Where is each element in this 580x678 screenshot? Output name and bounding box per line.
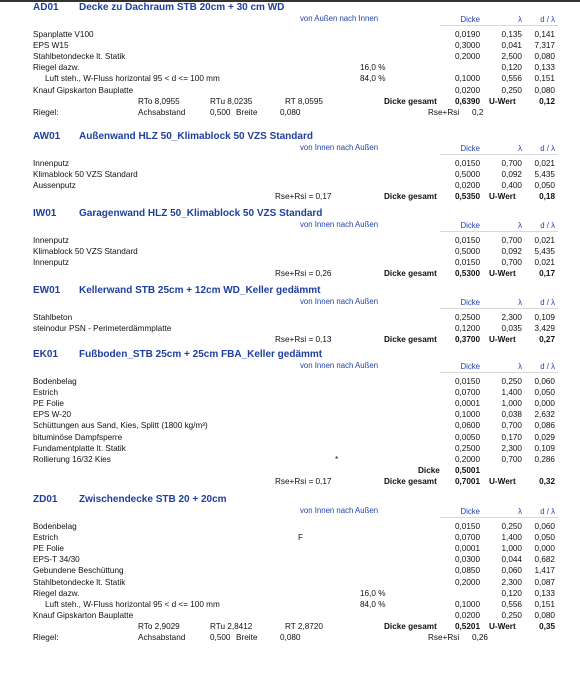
layer-dicke: 0,0150 (454, 159, 480, 168)
breite-value: 0,080 (280, 107, 301, 117)
layer-dicke: 0,5000 (454, 170, 480, 180)
rse-rsi-value: 0,26 (472, 633, 488, 642)
rse-rsi-label: Rse+Rsi (428, 633, 460, 642)
section-code: IW01 (33, 208, 57, 219)
section-code: AW01 (33, 131, 61, 142)
layer-dicke: 0,0150 (454, 258, 480, 268)
layer-dicke: 0,3000 (454, 41, 480, 51)
layer-dicke: 0,0700 (454, 388, 480, 398)
col-header-lambda: λ (518, 144, 522, 153)
u-wert-label: U-Wert (489, 96, 516, 106)
layer-name: Luft steh., W-Fluss horizontal 95 < d <= 100 mm (45, 599, 220, 609)
layer-lambda: 0,135 (501, 30, 522, 39)
layer-name: steinodur PSN - Perimeterdämmplatte (33, 324, 172, 334)
layer-d-lambda: 0,060 (534, 522, 555, 531)
u-wert-value: 0,18 (539, 192, 555, 202)
layer-name: EPS W15 (33, 41, 69, 51)
header-rule (440, 231, 558, 232)
col-header-dicke: Dicke (460, 362, 480, 371)
layer-d-lambda: 0,029 (534, 432, 555, 442)
layer-d-lambda: 0,000 (534, 544, 555, 554)
layer-dicke: 0,5000 (454, 247, 480, 257)
layer-name: Fundamentplatte lt. Statik (33, 443, 126, 453)
rse-rsi: Rse+Rsi = 0,26 (275, 269, 332, 279)
layer-name: Innenputz (33, 159, 69, 168)
layer-name: Klimablock 50 VZS Standard (33, 170, 138, 180)
direction-label: von Innen nach Außen (300, 297, 379, 306)
layer-lambda: 1,400 (501, 388, 522, 398)
dicke-gesamt-label: Dicke gesamt (384, 335, 437, 345)
layer-d-lambda: 0,080 (534, 52, 555, 62)
layer-dicke: 0,0200 (454, 181, 480, 191)
u-wert-label: U-Wert (489, 476, 516, 486)
dicke-gesamt-label: Dicke gesamt (384, 621, 437, 631)
layer-name: PE Folie (33, 399, 64, 409)
layer-name: PE Folie (33, 544, 64, 554)
layer-percent: 16,0 % (360, 63, 386, 73)
layer-mark: F (298, 533, 304, 543)
u-wert-label: U-Wert (489, 269, 516, 279)
layer-d-lambda: 0,086 (534, 421, 555, 431)
layer-mark: * (335, 454, 339, 464)
layer-name: Rollierung 16/32 Kies (33, 454, 111, 464)
header-rule (440, 25, 558, 26)
section-header (33, 285, 320, 296)
layer-d-lambda: 0,050 (534, 533, 555, 543)
layer-d-lambda: 0,021 (534, 236, 555, 245)
rse-rsi-label: Rse+Rsi (428, 107, 460, 117)
section-title: Zwischendecke STB 20 + 20cm (79, 494, 227, 505)
section-title: Außenwand HLZ 50_Klimablock 50 VZS Standard (79, 131, 313, 142)
layer-dicke: 0,2500 (454, 443, 480, 453)
layer-name: bituminöse Dampfsperre (33, 432, 123, 442)
layer-d-lambda: 0,109 (534, 443, 555, 453)
layer-dicke: 0,0150 (454, 522, 480, 531)
section-title: Fußboden_STB 25cm + 25cm FBA_Keller gedämmt (79, 349, 323, 360)
layer-lambda: 0,400 (501, 181, 522, 191)
col-header-dicke: Dicke (460, 15, 480, 24)
layer-dicke: 0,2000 (454, 454, 480, 464)
layer-name: Stahlbeton (33, 313, 73, 322)
direction-label: von Innen nach Außen (300, 220, 379, 229)
layer-name: Estrich (33, 533, 59, 543)
layer-d-lambda: 2,632 (534, 410, 555, 420)
col-header-lambda: λ (518, 362, 522, 371)
layer-d-lambda: 0,050 (534, 388, 555, 398)
layer-lambda: 2,300 (501, 577, 522, 587)
rse-rsi: Rse+Rsi = 0,17 (275, 192, 332, 202)
achsabstand-value: 0,500 (210, 107, 231, 117)
layer-d-lambda: 0,133 (534, 63, 555, 73)
layer-lambda: 0,092 (501, 170, 522, 180)
layer-d-lambda: 5,435 (534, 170, 555, 180)
layer-d-lambda: 0,021 (534, 159, 555, 168)
rt-o: RTo 8,0955 (138, 96, 180, 106)
layer-lambda: 0,044 (501, 555, 522, 565)
u-wert-value: 0,32 (539, 476, 555, 486)
layer-d-lambda: 0,080 (534, 85, 555, 95)
achsabstand-label: Achsabstand (138, 107, 186, 117)
breite-label: Breite (236, 633, 258, 642)
u-wert-value: 0,35 (539, 621, 555, 631)
rt-total: RT 8,0595 (285, 96, 323, 106)
layer-name: Aussenputz (33, 181, 76, 191)
header-rule (440, 308, 558, 309)
layer-name: Bodenbelag (33, 522, 77, 531)
layer-d-lambda: 7,317 (534, 41, 555, 51)
layer-dicke: 0,1000 (454, 74, 480, 84)
section-title: Decke zu Dachraum STB 20cm + 30 cm WD (79, 2, 285, 13)
layer-lambda: 0,038 (501, 410, 522, 420)
layer-name: Luft steh., W-Fluss horizontal 95 < d <= 100 mm (45, 74, 220, 84)
dicke-gesamt-label: Dicke gesamt (384, 96, 437, 106)
layer-d-lambda: 0,151 (534, 74, 555, 84)
layer-lambda: 0,250 (501, 85, 522, 95)
layer-dicke: 0,2000 (454, 52, 480, 62)
breite-value: 0,080 (280, 633, 301, 642)
layer-dicke: 0,0150 (454, 236, 480, 245)
section-code: AD01 (33, 2, 59, 13)
layer-d-lambda: 0,109 (534, 313, 555, 322)
col-header-d-lambda: d / λ (540, 298, 555, 307)
layer-lambda: 0,556 (501, 599, 522, 609)
layer-dicke: 0,0200 (454, 85, 480, 95)
rt-u: RTu 8,0235 (210, 96, 253, 106)
layer-percent: 84,0 % (360, 599, 386, 609)
layer-name: Knauf Gipskarton Bauplatte (33, 85, 134, 95)
dicke-gesamt-value: 0,6390 (454, 96, 480, 106)
layer-lambda: 2,500 (501, 52, 522, 62)
layer-name: Klimablock 50 VZS Standard (33, 247, 138, 257)
dicke-gesamt-value: 0,5300 (454, 269, 480, 279)
layer-lambda: 0,700 (501, 421, 522, 431)
layer-d-lambda: 0,000 (534, 399, 555, 409)
section-code: EK01 (33, 349, 59, 360)
layer-d-lambda: 0,021 (534, 258, 555, 268)
layer-lambda: 0,120 (501, 63, 522, 73)
layer-dicke: 0,0050 (454, 432, 480, 442)
u-wert-value: 0,12 (539, 96, 555, 106)
col-header-d-lambda: d / λ (540, 507, 555, 516)
layer-percent: 16,0 % (360, 588, 386, 598)
layer-dicke: 0,0001 (454, 399, 480, 409)
layer-dicke: 0,0850 (454, 566, 480, 576)
dicke-gesamt-label: Dicke gesamt (384, 192, 437, 202)
rt-u: RTu 2,8412 (210, 621, 253, 631)
col-header-lambda: λ (518, 298, 522, 307)
riegel-label: Riegel: (33, 633, 59, 642)
layer-dicke: 0,0001 (454, 544, 480, 554)
layer-d-lambda: 5,435 (534, 247, 555, 257)
section-header (33, 349, 322, 360)
dicke-gesamt-label: Dicke gesamt (384, 269, 437, 279)
u-wert-value: 0,17 (539, 269, 555, 279)
layer-d-lambda: 0,682 (534, 555, 555, 565)
layer-d-lambda: 3,429 (534, 324, 555, 334)
layer-dicke: 0,0600 (454, 421, 480, 431)
dicke-gesamt-value: 0,5201 (454, 621, 480, 631)
breite-label: Breite (236, 107, 258, 117)
layer-name: Innenputz (33, 236, 69, 245)
layer-percent: 84,0 % (360, 74, 386, 84)
layer-d-lambda: 0,087 (534, 577, 555, 587)
layer-name: EPS-T 34/30 (33, 555, 80, 565)
layer-lambda: 0,092 (501, 247, 522, 257)
section-title: Garagenwand HLZ 50_Klimablock 50 VZS Standard (79, 208, 323, 219)
col-header-d-lambda: d / λ (540, 221, 555, 230)
achsabstand-label: Achsabstand (138, 633, 186, 642)
layer-d-lambda: 0,286 (534, 454, 555, 464)
layer-lambda: 0,170 (501, 432, 522, 442)
col-header-lambda: λ (518, 507, 522, 516)
layer-lambda: 0,700 (501, 236, 522, 245)
riegel-label: Riegel: (33, 107, 59, 117)
rt-o: RTo 2,9029 (138, 621, 180, 631)
layer-dicke: 0,1200 (454, 324, 480, 334)
section-title: Kellerwand STB 25cm + 12cm WD_Keller gedämmt (79, 285, 321, 296)
rse-rsi: Rse+Rsi = 0,17 (275, 476, 332, 486)
layer-lambda: 0,120 (501, 588, 522, 598)
layer-d-lambda: 0,133 (534, 588, 555, 598)
section-header (33, 494, 227, 505)
dicke-subtotal-label: Dicke (418, 465, 440, 475)
dicke-gesamt-value: 0,5350 (454, 192, 480, 202)
u-wert-label: U-Wert (489, 621, 516, 631)
layer-dicke: 0,0200 (454, 610, 480, 620)
dicke-gesamt-label: Dicke gesamt (384, 476, 437, 486)
layer-lambda: 0,250 (501, 610, 522, 620)
layer-lambda: 0,035 (501, 324, 522, 334)
layer-lambda: 1,000 (501, 399, 522, 409)
dicke-subtotal-value: 0,5001 (454, 465, 480, 475)
layer-lambda: 0,060 (501, 566, 522, 576)
direction-label: von Innen nach Außen (300, 361, 379, 370)
direction-label: von Innen nach Außen (300, 506, 379, 515)
layer-dicke: 0,2000 (454, 577, 480, 587)
dicke-gesamt-value: 0,3700 (454, 335, 480, 345)
layer-lambda: 2,300 (501, 443, 522, 453)
layer-name: Knauf Gipskarton Bauplatte (33, 610, 134, 620)
layer-name: Gebundene Beschüttung (33, 566, 124, 576)
layer-name: Riegel dazw. (33, 63, 80, 73)
layer-name: Riegel dazw. (33, 588, 80, 598)
direction-label: von Innen nach Außen (300, 143, 379, 152)
col-header-dicke: Dicke (460, 221, 480, 230)
layer-lambda: 0,700 (501, 258, 522, 268)
layer-name: Estrich (33, 388, 59, 398)
layer-d-lambda: 0,151 (534, 599, 555, 609)
layer-lambda: 1,000 (501, 544, 522, 554)
layer-name: Stahlbetondecke lt. Statik (33, 577, 126, 587)
header-rule (440, 372, 558, 373)
layer-d-lambda: 1,417 (534, 566, 555, 576)
layer-lambda: 0,041 (501, 41, 522, 51)
layer-lambda: 0,700 (501, 159, 522, 168)
header-rule (440, 154, 558, 155)
rse-rsi: Rse+Rsi = 0,13 (275, 335, 332, 345)
header-rule (440, 517, 558, 518)
col-header-d-lambda: d / λ (540, 362, 555, 371)
layer-name: EPS W-20 (33, 410, 72, 420)
layer-lambda: 1,400 (501, 533, 522, 543)
col-header-dicke: Dicke (460, 298, 480, 307)
layer-dicke: 0,0700 (454, 533, 480, 543)
u-wert-label: U-Wert (489, 192, 516, 202)
dicke-gesamt-value: 0,7001 (454, 476, 480, 486)
achsabstand-value: 0,500 (210, 633, 231, 642)
layer-name: Innenputz (33, 258, 69, 268)
layer-lambda: 0,250 (501, 377, 522, 386)
section-code: EW01 (33, 285, 61, 296)
layer-lambda: 2,300 (501, 313, 522, 322)
rt-total: RT 2,8720 (285, 621, 323, 631)
col-header-dicke: Dicke (460, 144, 480, 153)
direction-label: von Außen nach Innen (300, 14, 379, 23)
col-header-d-lambda: d / λ (540, 15, 555, 24)
section-header (33, 131, 313, 142)
section-header (33, 208, 322, 219)
layer-dicke: 0,1000 (454, 599, 480, 609)
layer-lambda: 0,250 (501, 522, 522, 531)
layer-lambda: 0,556 (501, 74, 522, 84)
layer-dicke: 0,0150 (454, 377, 480, 386)
layer-d-lambda: 0,060 (534, 377, 555, 386)
u-wert-label: U-Wert (489, 335, 516, 345)
section-header (33, 2, 284, 13)
layer-dicke: 0,0190 (454, 30, 480, 39)
col-header-d-lambda: d / λ (540, 144, 555, 153)
layer-d-lambda: 0,141 (534, 30, 555, 39)
layer-d-lambda: 0,080 (534, 610, 555, 620)
col-header-lambda: λ (518, 15, 522, 24)
layer-dicke: 0,2500 (454, 313, 480, 322)
layer-d-lambda: 0,050 (534, 181, 555, 191)
layer-name: Bodenbelag (33, 377, 77, 386)
col-header-dicke: Dicke (460, 507, 480, 516)
layer-name: Stahlbetondecke lt. Statik (33, 52, 126, 62)
rse-rsi-value: 0,2 (472, 107, 484, 117)
section-code: ZD01 (33, 494, 58, 505)
layer-name: Spanplatte V100 (33, 30, 94, 39)
col-header-lambda: λ (518, 221, 522, 230)
layer-lambda: 0,700 (501, 454, 522, 464)
layer-name: Schüttungen aus Sand, Kies, Splitt (1800 kg/m³) (33, 421, 208, 431)
layer-dicke: 0,0300 (454, 555, 480, 565)
layer-dicke: 0,1000 (454, 410, 480, 420)
u-wert-value: 0,27 (539, 335, 555, 345)
